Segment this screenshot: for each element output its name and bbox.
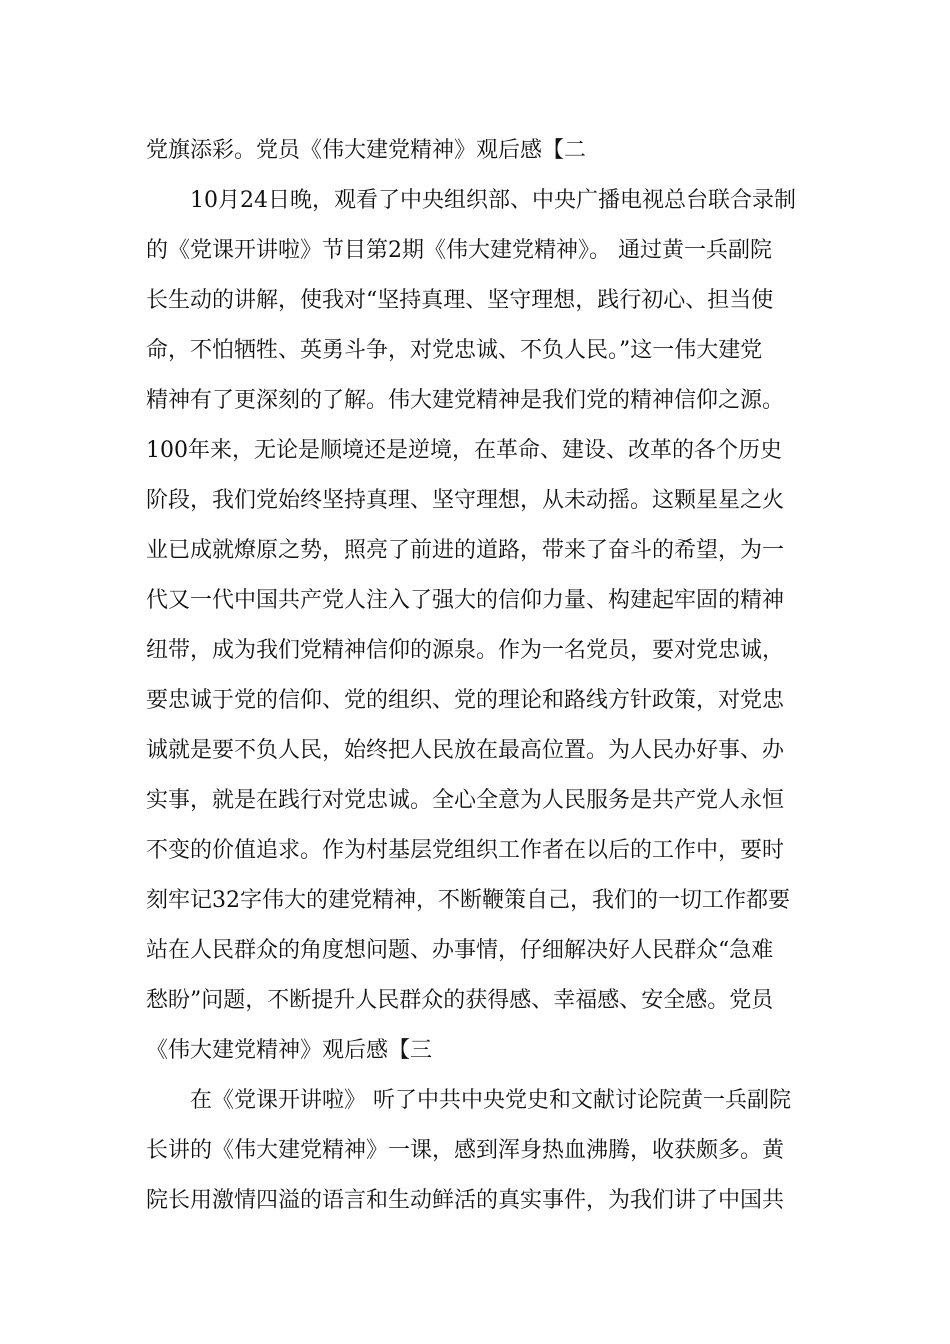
text-line: 10月24日晚，观看了中央组织部、中央广播电视总台联合录制 bbox=[190, 188, 796, 213]
text-line: 100年来，无论是顺境还是逆境，在革命、建设、改革的各个历史 bbox=[146, 438, 782, 463]
text-line: 在《党课开讲啦》 听了中共中央党史和文献讨论院黄一兵副院 bbox=[190, 1088, 791, 1113]
document-body bbox=[146, 126, 826, 1226]
text-line: 的《党课开讲啦》节目第2期《伟大建党精神》。 通过黄一兵副院 bbox=[146, 238, 772, 263]
text-line: 精神有了更深刻的了解。伟大建党精神是我们党的精神信仰之源。 bbox=[146, 388, 785, 413]
text-line: 诚就是要不负人民，始终把人民放在最高位置。为人民办好事、办 bbox=[146, 738, 785, 763]
text-line: 《伟大建党精神》观后感【三 bbox=[146, 1038, 433, 1063]
text-line: 院长用激情四溢的语言和生动鲜活的真实事件，为我们讲了中国共 bbox=[146, 1188, 785, 1213]
text-line: 长讲的《伟大建党精神》一课，感到浑身热血沸腾，收获颇多。黄 bbox=[146, 1138, 785, 1163]
text-line: 代又一代中国共产党人注入了强大的信仰力量、构建起牢固的精神 bbox=[146, 588, 785, 613]
text-line: 实事，就是在践行对党忠诚。全心全意为人民服务是共产党人永恒 bbox=[146, 788, 785, 813]
text-line: 命，不怕牺牲、英勇斗争，对党忠诚、不负人民。”这一伟大建党 bbox=[146, 338, 763, 363]
text-line: 不变的价值追求。作为村基层党组织工作者在以后的工作中，要时 bbox=[146, 838, 785, 863]
text-line: 业已成就燎原之势，照亮了前进的道路，带来了奋斗的希望，为一 bbox=[146, 538, 785, 563]
text-line: 刻牢记32字伟大的建党精神，不断鞭策自己，我们的一切工作都要 bbox=[146, 888, 790, 913]
text-line: 阶段，我们党始终坚持真理、坚守理想，从未动摇。这颗星星之火 bbox=[146, 488, 785, 513]
text-line: 党旗添彩。党员《伟大建党精神》观后感【二 bbox=[146, 138, 587, 163]
text-line: 站在人民群众的角度想问题、办事情，仔细解决好人民群众“急难 bbox=[146, 938, 774, 963]
text-line: 纽带，成为我们党精神信仰的源泉。作为一名党员，要对党忠诚， bbox=[146, 638, 785, 663]
text-line: 长生动的讲解，使我对“坚持真理、坚守理想，践行初心、担当使 bbox=[146, 288, 774, 313]
text-line: 愁盼”问题，不断提升人民群众的获得感、幸福感、安全感。党员 bbox=[146, 988, 774, 1013]
text-line: 要忠诚于党的信仰、党的组织、党的理论和路线方针政策，对党忠 bbox=[146, 688, 785, 713]
